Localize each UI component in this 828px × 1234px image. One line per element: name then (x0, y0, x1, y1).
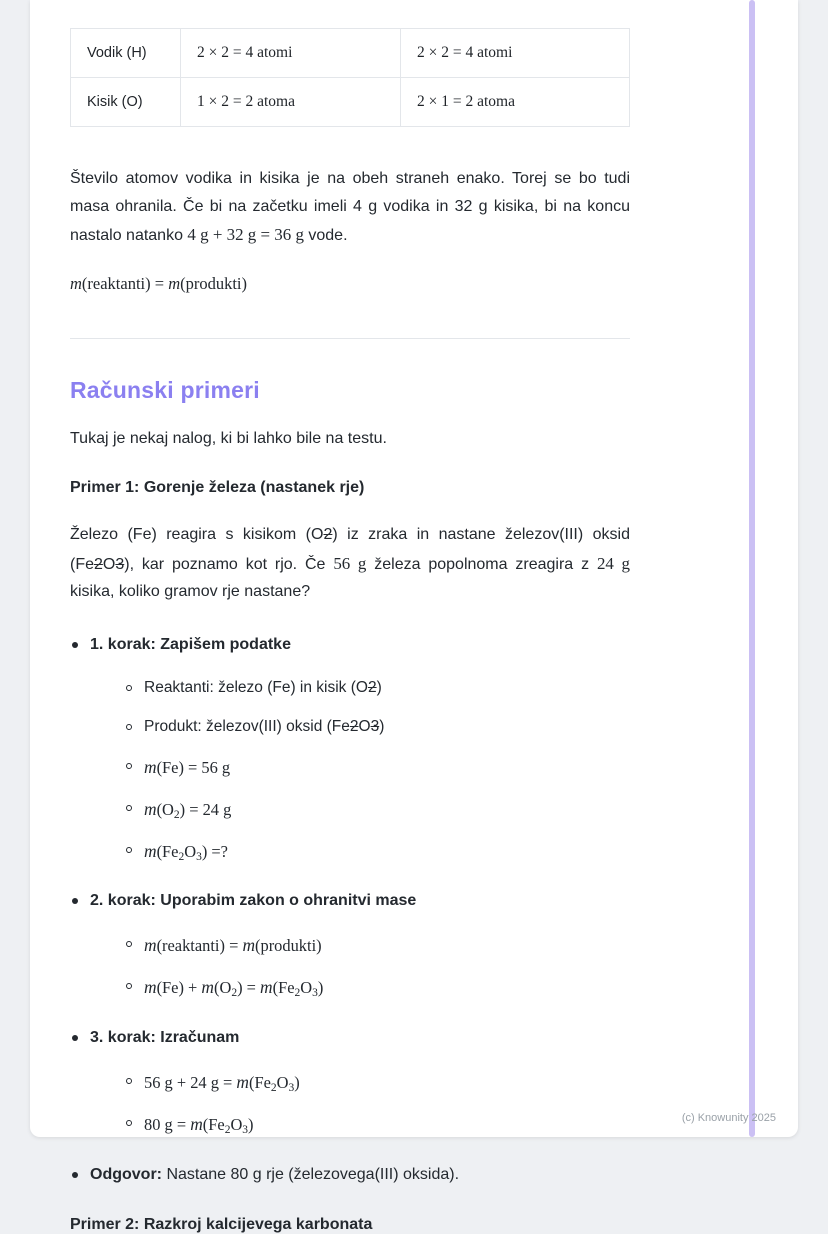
paragraph-text: O (102, 555, 116, 573)
circle-bullet-icon (126, 685, 132, 691)
primer2-title: Primer 2: Razkroj kalcijevega karbonata (70, 1215, 373, 1233)
bullet-icon (72, 642, 78, 648)
table-cell-reactants: 2 × 2 = 4 atomi (181, 29, 401, 78)
step1-sublist (90, 676, 384, 866)
math-expression: m(Fe2O3) =? (144, 840, 228, 863)
list-item (124, 974, 416, 1002)
section-divider (70, 338, 630, 339)
math-var: m (70, 273, 82, 293)
math-text: (produkti) (180, 273, 248, 293)
bullet-icon (72, 898, 78, 904)
table-cell-reactants: 1 × 2 = 2 atoma (181, 78, 401, 127)
circle-bullet-icon (126, 1078, 132, 1084)
answer-text: Odgovor: Nastane 80 g rje (železovega(III) oksida). (90, 1165, 460, 1183)
step-title: 1. korak: Zapišem podatke (90, 635, 291, 653)
paragraph-text: ), kar poznamo kot rjo. Če (124, 555, 334, 573)
math-expression: 80 g = m(Fe2O3) (144, 1114, 254, 1137)
sub-item-text: Produkt: železov(III) oksid (Fe2O3) (144, 717, 385, 735)
paragraph-text: železa popolnoma zreagira z (366, 555, 597, 573)
paragraph-text: Število atomov vodika in kisika je na obeh straneh enako. Torej se bo tudi masa ohranila. Če bi na začetku imeli 4 g vodika in 32 g kisika, bi na koncu nastalo natanko (70, 170, 630, 245)
list-item (124, 796, 384, 824)
document-content (30, 0, 798, 1234)
inline-quantity: 56 g (333, 553, 367, 573)
list-item (124, 1111, 300, 1139)
scrollbar-thumb[interactable] (749, 0, 755, 1137)
table-cell-element: Kisik (O) (71, 78, 181, 127)
step3-sublist (90, 1069, 300, 1140)
mass-equation (70, 274, 630, 294)
list-item-step3 (70, 1025, 630, 1140)
step-title: 3. korak: Izračunam (90, 1028, 240, 1046)
circle-bullet-icon (126, 941, 132, 947)
list-item (124, 676, 384, 701)
circle-bullet-icon (126, 724, 132, 730)
struck-subscript: 2 (323, 526, 333, 544)
circle-bullet-icon (126, 805, 132, 811)
bullet-icon (72, 1035, 78, 1041)
step2-sublist (90, 932, 416, 1002)
document-page (30, 0, 798, 1233)
inline-equation: 4 g + 32 g = 36 g (187, 225, 304, 245)
step1-block (90, 632, 384, 866)
math-expression: 56 g + 24 g = m(Fe2O3) (144, 1072, 300, 1094)
list-item (124, 1069, 300, 1097)
table-row (71, 78, 630, 127)
paragraph-text: vode. (303, 227, 348, 245)
struck-subscript: 2 (94, 555, 103, 573)
bullet-icon (72, 1172, 78, 1178)
list-item-step2 (70, 888, 630, 1003)
struck-subscript: 3 (115, 555, 125, 573)
math-expression: m(O2) = 24 g (144, 798, 232, 821)
circle-bullet-icon (126, 983, 132, 989)
section-heading: Računski primeri (70, 376, 260, 403)
list-item (124, 838, 384, 866)
math-expression: m(reaktanti) = m(produkti) (144, 935, 322, 956)
primer1-steps-list (70, 632, 630, 1188)
step3-block (90, 1025, 300, 1140)
circle-bullet-icon (126, 1120, 132, 1126)
answer-label: Odgovor: (90, 1165, 162, 1183)
math-expression: m(Fe) + m(O2) = m(Fe2O3) (144, 977, 324, 1000)
math-expression: m(Fe) = 56 g (144, 756, 231, 777)
inline-quantity: 24 g (596, 553, 630, 573)
atom-count-table (70, 28, 630, 127)
step2-block (90, 888, 416, 1003)
mass-paragraph (70, 165, 630, 250)
list-item (124, 715, 384, 740)
paragraph-text: Železo (Fe) reagira s kisikom (O (70, 526, 324, 544)
list-item-answer (70, 1162, 630, 1188)
list-item-step1 (70, 632, 630, 866)
copyright-notice: (c) Knowunity 2025 (681, 1112, 776, 1124)
list-item (124, 932, 416, 960)
list-item (124, 754, 384, 782)
paragraph-text: ) iz zraka in nastane železov(III) oksid (Fe (70, 526, 630, 573)
circle-bullet-icon (126, 847, 132, 853)
section-intro: Tukaj je nekaj nalog, ki bi lahko bile na testu. (70, 429, 387, 447)
math-text: (reaktanti) = (81, 273, 169, 293)
primer1-body (70, 521, 630, 606)
paragraph-text: kisika, koliko gramov rje nastane? (70, 583, 311, 601)
sub-item-text: Reaktanti: železo (Fe) in kisik (O2) (144, 679, 382, 697)
table-cell-products: 2 × 2 = 4 atomi (401, 29, 630, 78)
step-title: 2. korak: Uporabim zakon o ohranitvi mase (90, 892, 417, 910)
circle-bullet-icon (126, 763, 132, 769)
table-cell-element: Vodik (H) (71, 29, 181, 78)
math-var: m (168, 273, 181, 293)
table-row (71, 29, 630, 78)
table-cell-products: 2 × 1 = 2 atoma (401, 78, 630, 127)
primer1-title: Primer 1: Gorenje železa (nastanek rje) (70, 479, 365, 497)
